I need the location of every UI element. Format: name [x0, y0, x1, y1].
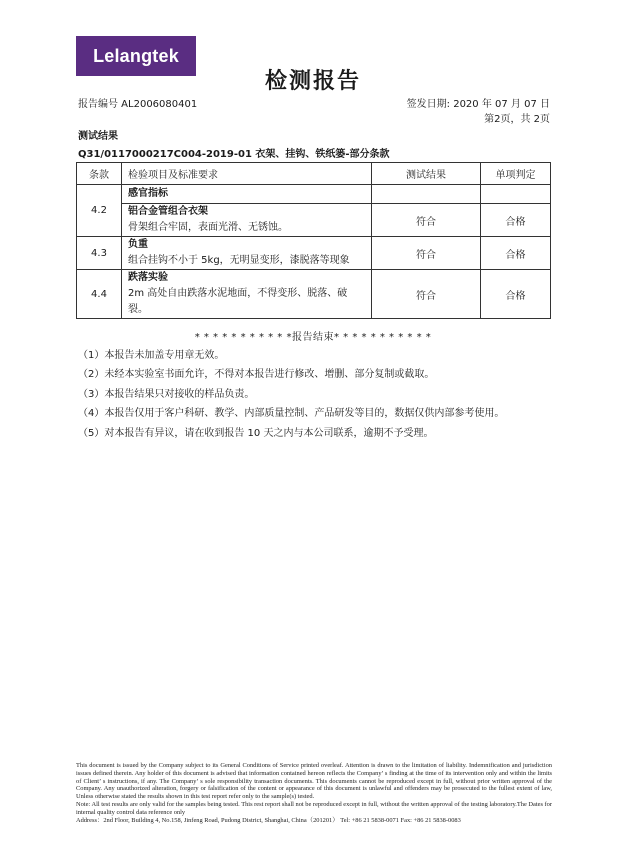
report-end-marker: * * * * * * * * * * *报告结束* * * * * * * * * * *: [194, 332, 432, 343]
item-cell: [122, 237, 372, 270]
header-clause: 条款: [77, 163, 122, 185]
table-row: [77, 237, 551, 270]
item-name: 铝合金管组合衣架: [128, 206, 208, 217]
clause-cell: 4.3: [77, 237, 122, 270]
page-info: 第2页，共 2页: [484, 114, 550, 125]
result-cell: 符合: [372, 270, 481, 319]
item-requirement: 组合挂钩不小于 5kg，无明显变形，漆脱落等现象: [128, 255, 350, 266]
company-logo: Lelangtek: [76, 36, 196, 76]
notes-list: [78, 346, 504, 443]
item-cell: [122, 270, 372, 319]
note-item: （4）本报告仅用于客户科研、教学、内部质量控制、产品研发等目的，数据仅供内部参考使用。: [78, 408, 505, 420]
issue-date: 签发日期: 2020 年 07 月 07 日: [406, 99, 550, 110]
header-result: 测试结果: [372, 163, 481, 185]
item-cell: [122, 204, 372, 237]
table-row: [77, 185, 551, 204]
note-item: （5）对本报告有异议，请在收到报告 10 天之内与本公司联系，逾期不予受理。: [78, 427, 434, 439]
table-row: [77, 270, 551, 319]
header-verdict: 单项判定: [481, 163, 551, 185]
item-name: 负重: [128, 239, 148, 250]
result-cell: 符合: [372, 204, 481, 237]
clause-cell: 4.2: [77, 185, 122, 237]
table-header-row: [77, 163, 551, 185]
table-row: [77, 204, 551, 237]
page-title: 检测报告: [264, 69, 361, 94]
footer-note: Note: All test results are only valid for the samples being tested. This rest report shall not be reproduced except in full, without the written approval of the testing laboratory.The Dates for internal quality control data reference only: [76, 800, 552, 816]
note-item: （3）本报告结果只对接收的样品负责。: [78, 388, 255, 400]
footer-disclaimer: [76, 762, 552, 824]
report-number: 报告编号 AL2006080401: [78, 99, 198, 110]
standard-title: Q31/0117000217C004-2019-01 衣架、挂钩、铁纸篓-部分条款: [78, 149, 390, 160]
note-item: （2）未经本实验室书面允许，不得对本报告进行修改、增删、部分复制或截取。: [78, 369, 435, 381]
clause-cell: 4.4: [77, 270, 122, 319]
section-heading: 测试结果: [78, 131, 118, 142]
note-item: （1）本报告未加盖专用章无效。: [78, 350, 225, 361]
result-cell: 符合: [372, 237, 481, 270]
results-table: [76, 162, 551, 319]
verdict-cell: 合格: [481, 237, 551, 270]
category-label: 感官指标: [122, 185, 372, 204]
header-item: 检验项目及标准要求: [122, 163, 372, 185]
item-requirement: 2m 高处自由跌落水泥地面，不得变形、脱落、破裂。: [128, 288, 348, 315]
verdict-cell: 合格: [481, 270, 551, 319]
verdict-cell: 合格: [481, 204, 551, 237]
item-name: 跌落实验: [128, 272, 168, 283]
item-requirement: 骨架组合牢固，表面光滑、无锈蚀。: [128, 222, 288, 233]
footer-address: Address：2nd Floor, Building 4, No.158, Jinfeng Road, Pudong District, Shanghai, China（201201） Tel: +86 21 5838-0071 Fax: +86 21 5838-0083: [76, 816, 461, 824]
disclaimer-text: This document is issued by the Company subject to its General Conditions of Service printed overleaf. Attention is drawn to the limitation of liability. Indemnification and jurisdiction issues defined therein. Any holder of this document is advised that information contained hereon reflects the Company’ s finding at the time of its intervention only and within the limits of Client’ s instructions, if any. The Company’ s sole responsibility transaction documents. This documents cannot be reproduced except in full, without prior written approval of the Company. Any unauthorized alteration, forgery or falsification of the content or appearance of this document is unlawful and offenders may be prosecuted to the fullest extent of law, Unless otherwise stated the results shown in this test report refer only to the sample(s) tested.: [76, 762, 552, 801]
